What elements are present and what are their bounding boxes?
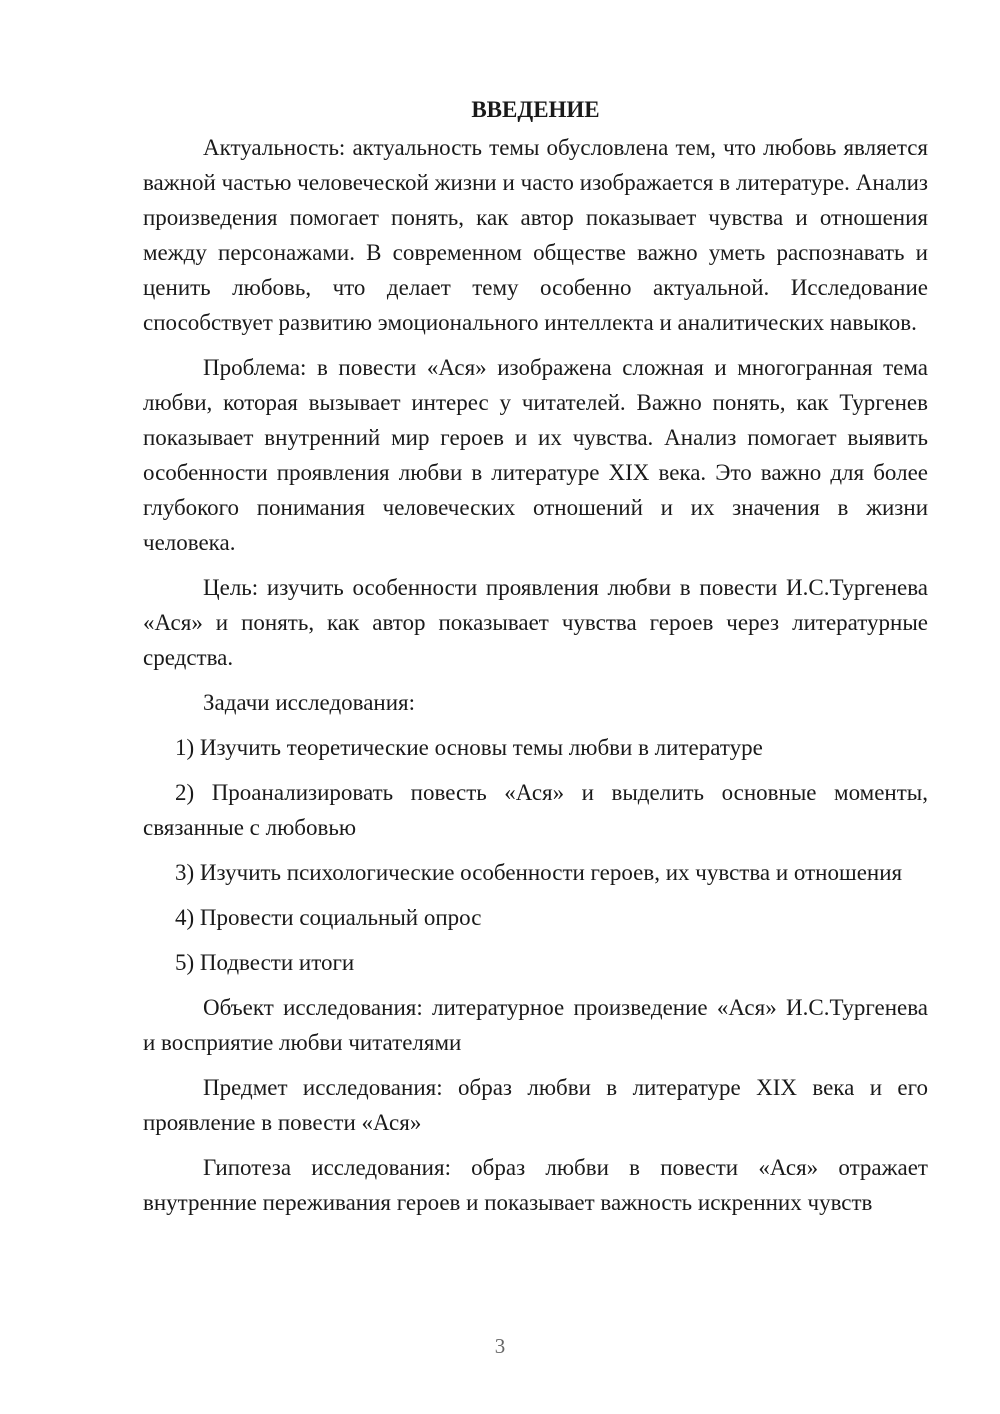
document-page — [143, 92, 928, 1230]
task-item: 4) Провести социальный опрос — [175, 905, 482, 930]
object-paragraph: Объект исследования: литературное произведение «Ася» И.С.Тургенева и восприятие любви читателями — [143, 995, 928, 1055]
goal-paragraph: Цель: изучить особенности проявления любви в повести И.С.Тургенева «Ася» и понять, как автор показывает чувства героев через литературные средства. — [143, 575, 928, 670]
task-item: 2) Проанализировать повесть «Ася» и выделить основные моменты, связанные с любовью — [143, 780, 928, 840]
tasks-list — [143, 730, 928, 980]
task-item: 3) Изучить психологические особенности героев, их чувства и отношения — [175, 860, 903, 885]
page-number: 3 — [494, 1334, 506, 1358]
problem-paragraph: Проблема: в повести «Ася» изображена сложная и многогранная тема любви, которая вызывает интерес у читателей. Важно понять, как Тургенев показывает внутренний мир героев и их чувства. Анализ помогает выявить особенности проявления любви в литературе XIX века. Это важно для более глубокого понимания человеческих отношений и их значения в жизни человека. — [143, 355, 928, 555]
subject-paragraph: Предмет исследования: образ любви в литературе XIX века и его проявление в повести «Ася» — [143, 1075, 928, 1135]
task-item: 5) Подвести итоги — [175, 950, 355, 975]
task-item: 1) Изучить теоретические основы темы любви в литературе — [175, 735, 763, 760]
tasks-heading: Задачи исследования: — [203, 690, 416, 715]
relevance-paragraph: Актуальность: актуальность темы обусловлена тем, что любовь является важной частью человеческой жизни и часто изображается в литературе. Анализ произведения помогает понять, как автор показывает чувства и отношения между персонажами. В современном обществе важно уметь распознавать и ценить любовь, что делает тему особенно актуальной. Исследование способствует развитию эмоционального интеллекта и аналитических навыков. — [143, 135, 928, 335]
hypothesis-paragraph: Гипотеза исследования: образ любви в повести «Ася» отражает внутренние переживания героев и показывает важность искренних чувств — [143, 1155, 928, 1215]
section-heading: ВВЕДЕНИЕ — [471, 97, 600, 122]
